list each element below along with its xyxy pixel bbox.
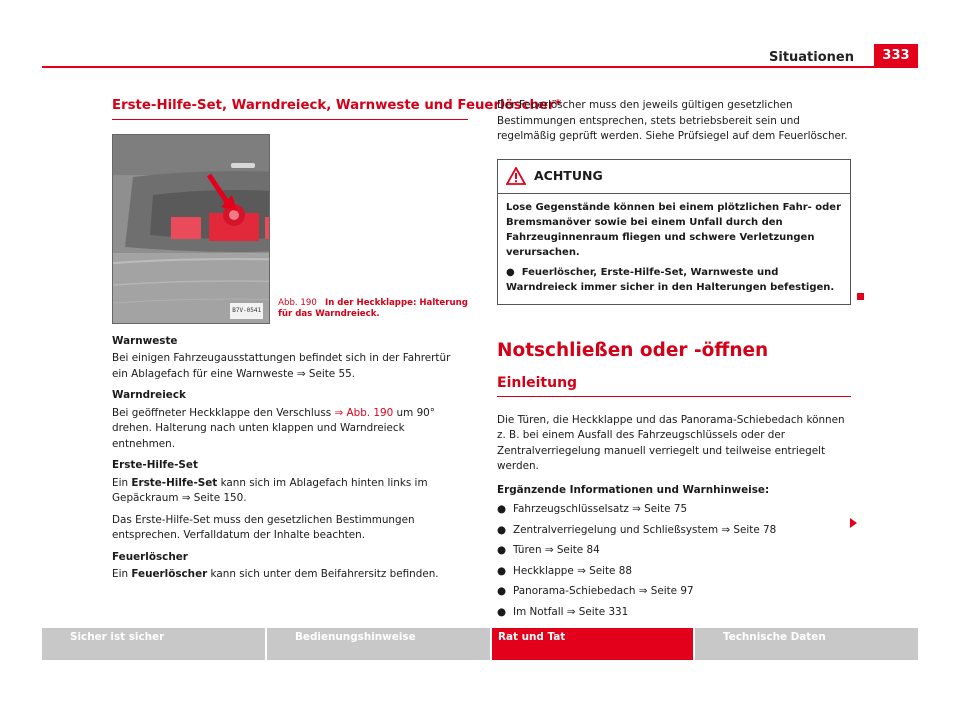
section-title: Erste-Hilfe-Set, Warndreieck, Warnweste und Feuerlöscher* (112, 98, 468, 120)
warndreieck-text-post: um 90° drehen. Halterung nach unten klappen und Warndreieck entnehmen. (112, 406, 435, 450)
list-bullet: ● (497, 585, 507, 597)
trunk-lid-photo (112, 134, 270, 324)
list-item-text: Heckklappe ⇒ Seite 88 (513, 564, 632, 577)
extinguisher-intro: Der Feuerlöscher muss den jeweils gültigen gesetzlichen Bestimmungen entsprechen, stets betriebsbereit sein und regelmäßig geprüft werden. Siehe Prüfsiegel auf dem Feuerlöscher. (497, 99, 848, 142)
figure-caption-text: In der Heckklappe: Halterung für das Warndreieck. (278, 297, 468, 319)
list-item-text: Türen ⇒ Seite 84 (513, 544, 600, 556)
warndreieck-text (112, 406, 468, 453)
first-aid-post: kann sich im Ablagefach hinten links im Gepäckraum ⇒ Seite 150. (112, 476, 428, 504)
continue-arrow-icon[interactable] (850, 518, 857, 528)
first-aid-bold: Erste-Hilfe-Set (131, 476, 218, 489)
extinguisher-text (112, 567, 468, 583)
footer-tab-bar (42, 628, 918, 660)
list-item[interactable] (497, 523, 851, 539)
warning-box (497, 159, 851, 305)
warning-title: ACHTUNG (534, 168, 603, 184)
chapter-title: Notschließen oder -öffnen (497, 339, 769, 361)
header-rule (42, 66, 918, 68)
figure-caption (278, 298, 468, 324)
first-aid-text (112, 476, 468, 507)
tab-sicher-ist-sicher[interactable]: Sicher ist sicher (42, 628, 265, 660)
reference-list (497, 502, 851, 620)
warning-body (498, 194, 850, 304)
figure (112, 134, 468, 324)
page-number-badge: 333 (874, 44, 918, 68)
extinguisher-heading: Feuerlöscher (112, 550, 188, 563)
warning-text-1: Lose Gegenstände können bei einem plötzlichen Fahr- oder Bremsmanöver sowie bei einem Unfall durch den Fahrzeuginnenraum fliegen und schwere Verletzungen verursachen. (506, 201, 842, 258)
warning-header (498, 160, 850, 194)
einleitung-text: Die Türen, die Heckklappe und das Panorama-Schiebedach können z. B. bei einem Ausfall des Fahrzeugschlüssels oder der Zentralverriegelung manuell verriegelt und teilweise entriegelt werden. (497, 413, 845, 472)
first-aid-note: Das Erste-Hilfe-Set muss den gesetzlichen Bestimmungen entsprechen. Verfalldatum der Inhalte beachten. (112, 513, 415, 541)
extinguisher-pre: Ein (112, 568, 132, 580)
warning-triangle-icon (506, 167, 526, 185)
list-item-text: Zentralverriegelung und Schließsystem ⇒ Seite 78 (513, 523, 777, 536)
warning-text-2-body: Feuerlöscher, Erste-Hilfe-Set, Warnweste und Warndreieck immer sicher in den Halterungen befestigen. (506, 266, 835, 293)
list-bullet: ● (497, 564, 507, 577)
warning-bullet: ● (506, 266, 515, 278)
running-header-title: Situationen (769, 50, 854, 65)
list-bullet: ● (497, 503, 507, 515)
first-aid-pre: Ein (112, 476, 132, 489)
list-heading: Ergänzende Informationen und Warnhinweise: (497, 483, 770, 496)
list-bullet: ● (497, 605, 507, 618)
list-item[interactable] (497, 564, 851, 580)
list-item-text: Fahrzeugschlüsselsatz ⇒ Seite 75 (513, 503, 688, 515)
list-bullet: ● (497, 544, 507, 556)
figure-code: B7V-0541 (230, 303, 263, 319)
tab-rat-und-tat[interactable]: Rat und Tat (492, 628, 693, 660)
list-item-text: Im Notfall ⇒ Seite 331 (513, 605, 629, 618)
warnweste-heading: Warnweste (112, 334, 178, 347)
tab-bedienungshinweise[interactable]: Bedienungshinweise (267, 628, 490, 660)
list-item[interactable] (497, 605, 851, 621)
warndreieck-heading: Warndreieck (112, 389, 186, 401)
list-item-text: Panorama-Schiebedach ⇒ Seite 97 (513, 585, 694, 597)
figure-reference-link[interactable]: ⇒ Abb. 190 (334, 406, 394, 419)
warnweste-text: Bei einigen Fahrzeugausstattungen befindet sich in der Fahrertür ein Ablagefach für eine Warnweste ⇒ Seite 55. (112, 352, 451, 380)
subsection-title: Einleitung (497, 376, 851, 397)
warndreieck-text-pre: Bei geöffneter Heckklappe den Verschluss (112, 406, 335, 419)
first-aid-heading: Erste-Hilfe-Set (112, 459, 198, 471)
trunk-lid-illustration (113, 135, 270, 323)
figure-number: Abb. 190 (278, 297, 317, 308)
list-item[interactable] (497, 543, 851, 559)
tab-technische-daten[interactable]: Technische Daten (695, 628, 918, 660)
list-item[interactable] (497, 584, 851, 600)
section-end-marker (857, 293, 864, 300)
list-item[interactable] (497, 502, 851, 518)
list-bullet: ● (497, 523, 507, 536)
warning-text-2 (506, 265, 842, 295)
extinguisher-bold: Feuerlöscher (131, 568, 208, 580)
right-column (497, 98, 851, 625)
extinguisher-post: kann sich unter dem Beifahrersitz befinden. (207, 568, 439, 580)
